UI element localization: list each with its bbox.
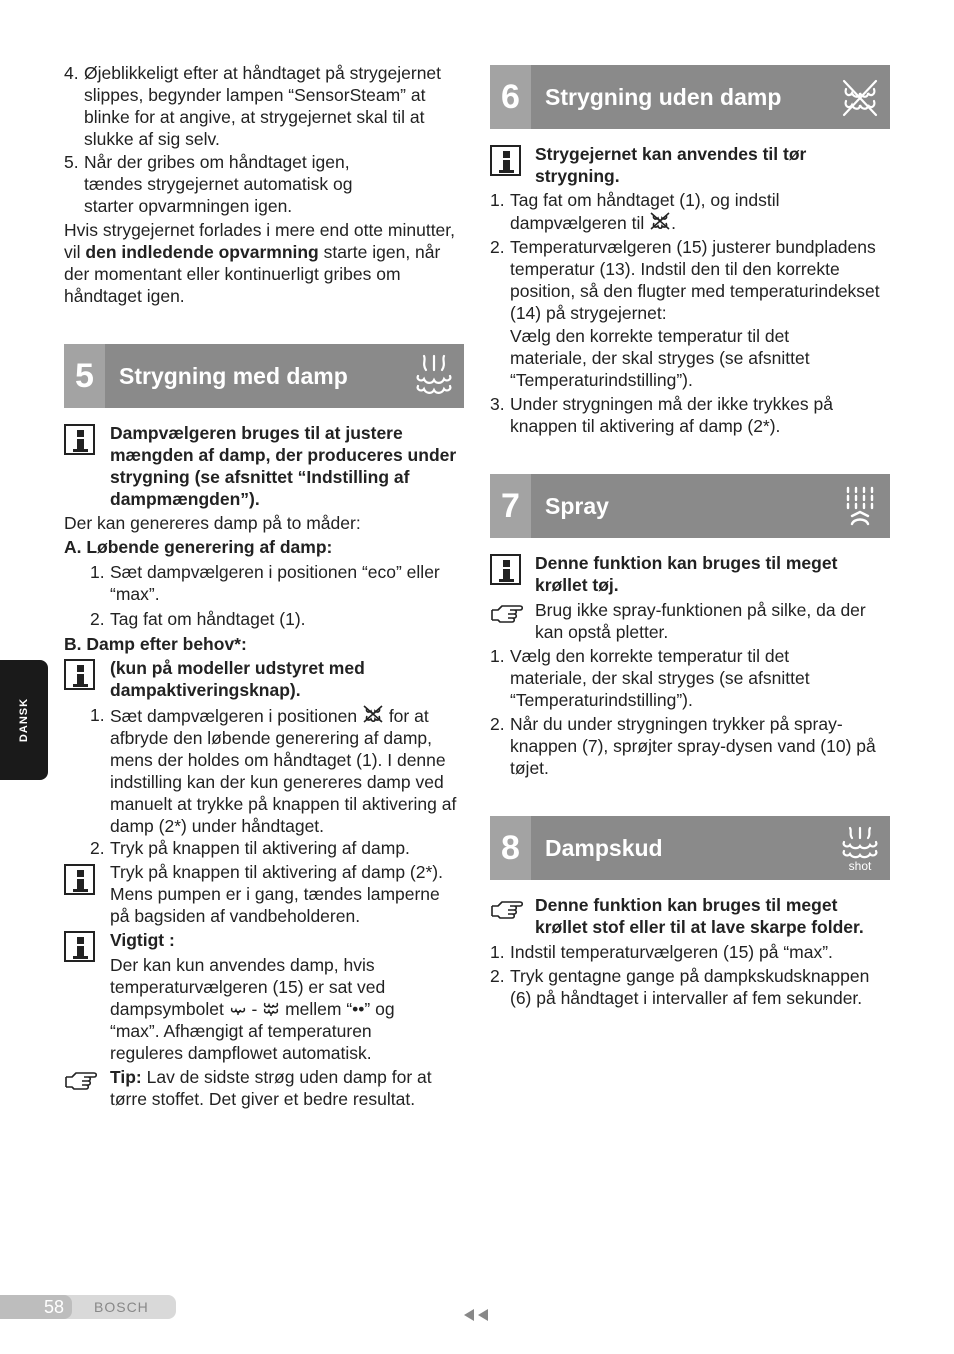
steam-shot-icon [838, 824, 882, 872]
important-label: Vigtigt : [110, 930, 175, 950]
list-item: 1. Tag fat om håndtaget (1), og indstil dampvælgeren til . [490, 190, 780, 233]
pointing-hand-icon [64, 1069, 98, 1091]
list-item: 3. Under strygningen må der ikke trykkes på knappen til aktivering af damp (2*). [490, 394, 833, 436]
list-item: 2. Tryk gentagne gange på dampkskudsknappen (6) på håndtaget i intervaller af fem sekunder. [490, 966, 870, 1008]
section-number: 7 [490, 474, 531, 538]
section-header-6 [490, 65, 890, 129]
no-steam-icon [649, 211, 671, 231]
language-tab [0, 660, 48, 780]
list-item: 1. Vælg den korrekte temperatur til det materiale, der skal stryges (se afsnittet “Temperaturindstilling”). [490, 646, 810, 710]
section-title: Dampskud [545, 835, 663, 861]
important-text: Der kan kun anvendes damp, hvis temperaturvælgeren (15) er sat ved dampsymbolet - mellem “••” og “max”. Afhængigt af temperaturen reguleres dampflowet automatisk. [110, 955, 395, 1063]
info-icon [490, 554, 521, 585]
info-icon [490, 145, 521, 176]
paragraph: Hvis strygejernet forlades i mere end otte minutter, vil den indledende opvarmning starte igen, når der momentant eller kontinuerligt gribes om håndtaget igen. [64, 220, 456, 306]
info-icon [64, 931, 95, 962]
list-item: 1. Sæt dampvælgeren i positionen “eco” eller “max”. [90, 562, 440, 604]
no-steam-icon [838, 73, 882, 121]
note: Brug ikke spray-funktionen på silke, da der kan opstå pletter. [535, 600, 866, 642]
language-label: DANSK [18, 697, 30, 743]
tip-note: Tip: Lav de sidste strøg uden damp for at tørre stoffet. Det giver et bedre resultat. [110, 1067, 432, 1109]
info-note: Denne funktion kan bruges til meget krøllet tøj. [535, 553, 838, 595]
paragraph: Der kan genereres damp på to måder: [64, 513, 361, 533]
section-number: 5 [64, 344, 105, 408]
no-steam-icon [362, 704, 384, 724]
spray-icon [838, 482, 882, 530]
list-item: 1. Sæt dampvælgeren i positionen for at afbryde den løbende generering af damp, mens der holdes om håndtaget (1). I denne indstilling kan der kun genereres damp ved manuelt at trykke på knappen til aktivering af damp (2*) under håndtaget. [90, 705, 457, 836]
list-item: 4. Øjeblikkeligt efter at håndtaget på strygejernet slippes, begynder lampen “SensorSteam” at blinke for at angive, at strygejernet skal til at slukke af sig selv. [64, 63, 442, 149]
section-header-5 [64, 344, 464, 408]
list-item: 5. Når der gribes om håndtaget igen, tændes strygejernet automatisk og starter opvarmningen igen. [64, 152, 353, 216]
section-title: Strygning uden damp [545, 84, 782, 110]
info-icon [64, 864, 95, 895]
info-note: Tryk på knappen til aktivering af damp (2*). Mens pumpen er i gang, tændes lamperne på bagsiden af vandbeholderen. [110, 862, 443, 926]
note: Denne funktion kan bruges til meget krøllet stof eller til at lave skarpe folder. [535, 895, 864, 937]
section-title: Spray [545, 493, 609, 519]
info-note: Strygejernet kan anvendes til tør strygning. [535, 144, 807, 186]
steam-low-icon [229, 1001, 247, 1017]
section-number: 6 [490, 65, 531, 129]
shot-caption: shot [848, 859, 872, 872]
list-item: 2. Temperaturvælgeren (15) justerer bundpladens temperatur (13). Indstil den til den korrekte position, så den flugter med temperaturindekset (14) på strygejernet: [490, 237, 880, 323]
info-icon [64, 659, 95, 690]
pointing-hand-icon [490, 898, 524, 920]
steam-icon [412, 352, 456, 400]
list-item: 2. Når du under strygningen trykker på spray-knappen (7), sprøjter spray-dysen vand (10) på tøjet. [490, 714, 876, 778]
previous-page-icon[interactable] [462, 1308, 490, 1322]
brand-label: BOSCH [94, 1299, 149, 1315]
section-header-8 [490, 816, 890, 880]
section-title: Strygning med damp [119, 363, 348, 389]
subheading: B. Damp efter behov*: [64, 634, 247, 654]
page-number: 58 [0, 1295, 72, 1319]
section-header-7 [490, 474, 890, 538]
page-footer [0, 1295, 176, 1319]
section-number: 8 [490, 816, 531, 880]
info-note: (kun på modeller udstyret med dampaktiveringsknap). [110, 658, 365, 700]
list-item: 2. Tryk på knappen til aktivering af damp. [90, 838, 410, 858]
paragraph: Vælg den korrekte temperatur til det materiale, der skal stryges (se afsnittet “Temperaturindstilling”). [510, 326, 810, 390]
list-item: 1. Indstil temperaturvælgeren (15) på “max”. [490, 942, 833, 962]
list-item: 2. Tag fat om håndtaget (1). [90, 609, 306, 629]
info-icon [64, 424, 95, 455]
pointing-hand-icon [490, 602, 524, 624]
subheading: A. Løbende generering af damp: [64, 537, 333, 557]
steam-high-icon [262, 999, 280, 1017]
info-note: Dampvælgeren bruges til at justere mængden af damp, der produceres under strygning (se afsnittet “Indstilling af dampmængden”). [110, 423, 457, 509]
